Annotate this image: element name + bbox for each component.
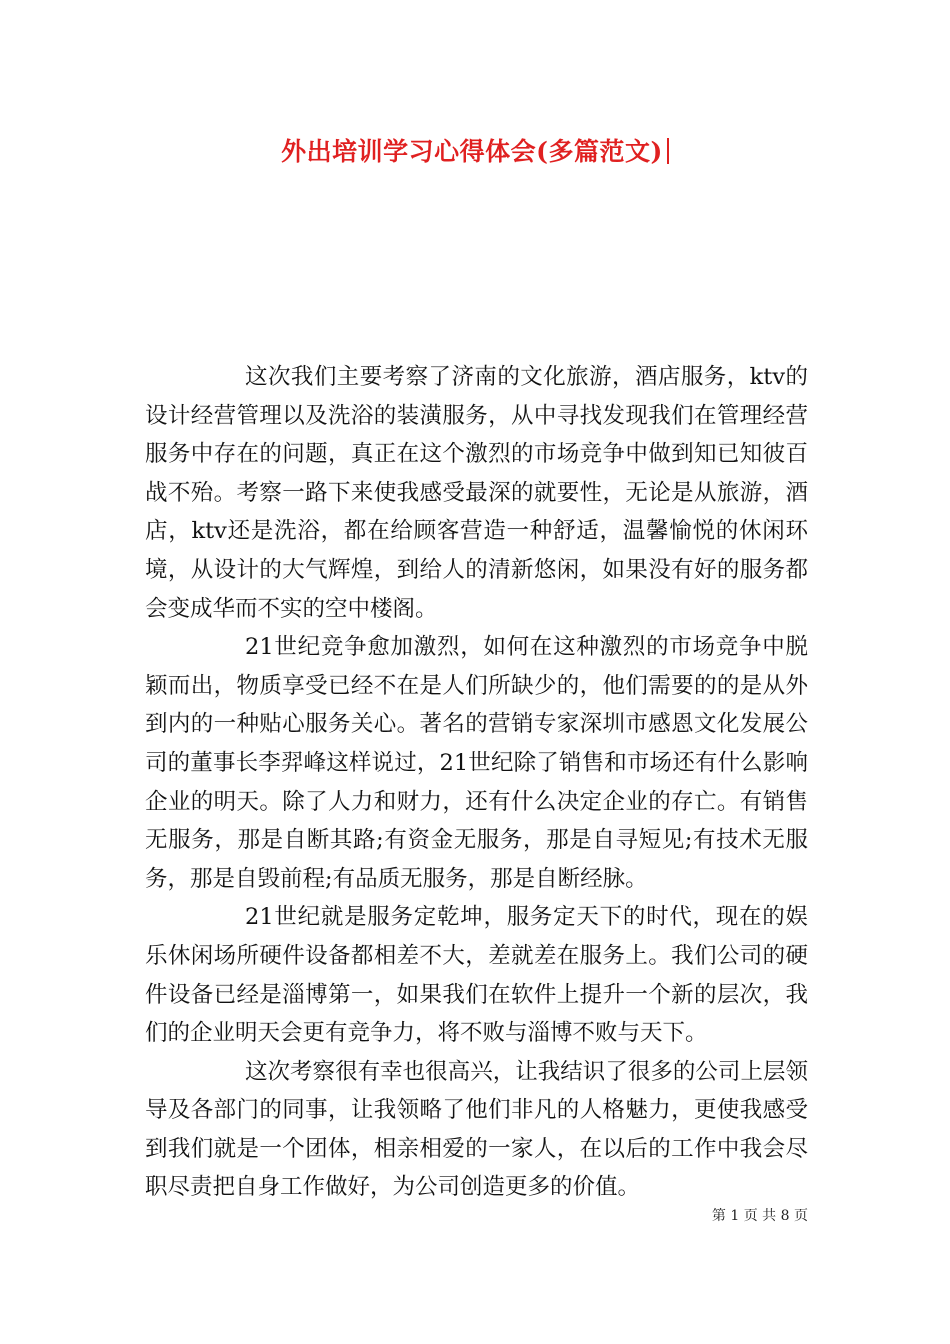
paragraph: 21世纪就是服务定乾坤，服务定天下的时代，现在的娱乐休闲场所硬件设备都相差不大，差就差在服务上。我们公司的硬件设备已经是淄博第一，如果我们在软件上提升一个新的层次，我们的企业明天会更有竞争力，将不败与淄博不败与天下。 [145,904,808,1047]
paragraph: 这次我们主要考察了济南的文化旅游，酒店服务，ktv的设计经营管理以及洗浴的装潢服务，从中寻找发现我们在管理经营服务中存在的问题，真正在这个激烈的市场竞争中做到知已知彼百战不殆。考察一路下来使我感受最深的就要性，无论是从旅游，酒店，ktv还是洗浴，都在给顾客营造一种舒适，温馨愉悦的休闲环境，从设计的大气辉煌，到给人的清新悠闲，如果没有好的服务都会变成华而不实的空中楼阁。 [145,364,808,622]
paragraph: 21世纪竞争愈加激烈，如何在这种激烈的市场竞争中脱颖而出，物质享受已经不在是人们所缺少的，他们需要的的是从外到内的一种贴心服务关心。著名的营销专家深圳市感恩文化发展公司的董事长李羿峰这样说过，21世纪除了销售和市场还有什么影响企业的明天。除了人力和财力，还有什么决定企业的存亡。有销售无服务，那是自断其路;有资金无服务，那是自寻短见;有技术无服务，那是自毁前程;有品质无服务，那是自断经脉。 [145,634,808,892]
paragraph: 这次考察很有幸也很高兴，让我结识了很多的公司上层领导及各部门的同事，让我领略了他们非凡的人格魅力，更使我感受到我们就是一个团体，相亲相爱的一家人，在以后的工作中我会尽职尽责把自身工作做好，为公司创造更多的价值。 [145,1058,808,1201]
document-body [145,358,808,1207]
text-cursor [667,138,669,164]
document-title-block [0,132,950,168]
page-number: 第 1 页 共 8 页 [711,1208,808,1224]
document-title: 外出培训学习心得体会(多篇范文) [281,137,663,166]
